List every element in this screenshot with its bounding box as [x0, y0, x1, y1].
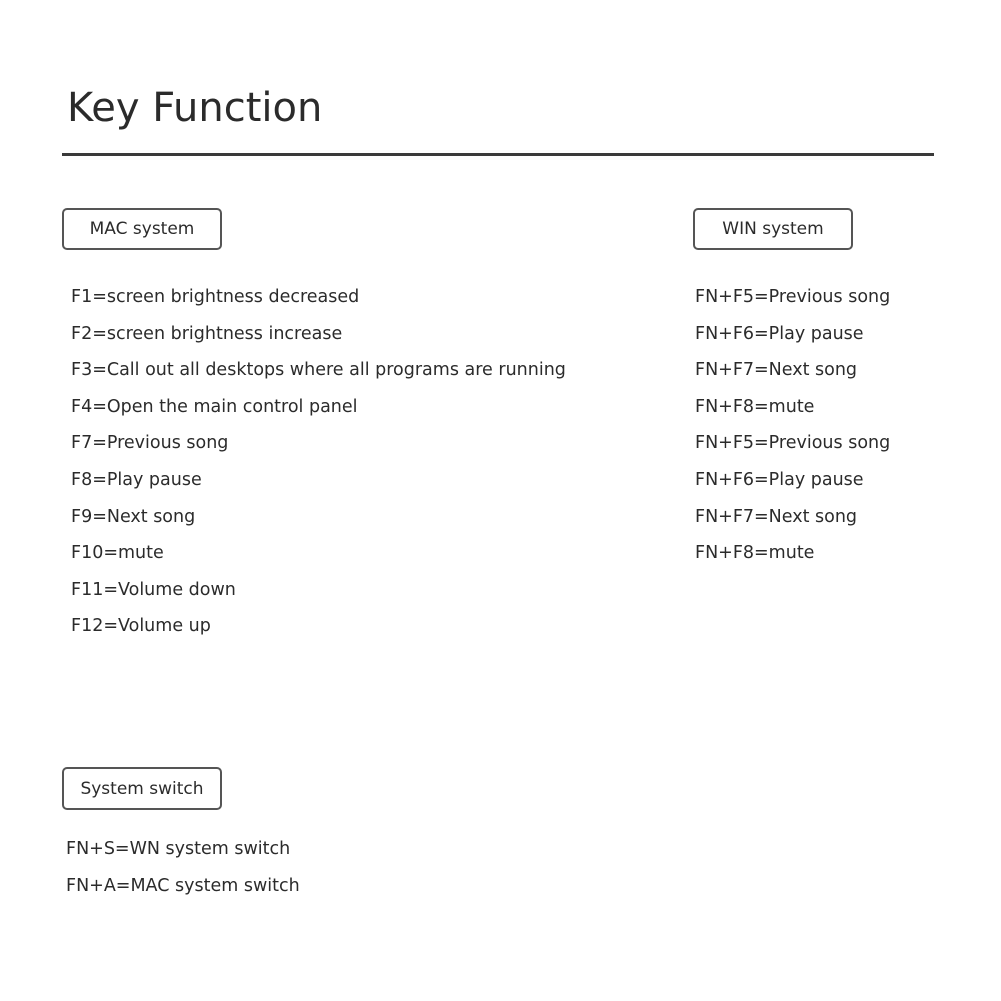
- mac-key-list: [71, 279, 566, 645]
- page-title: Key Function: [67, 85, 323, 131]
- win-system-label: WIN system: [693, 208, 853, 250]
- system-switch-label: System switch: [62, 767, 222, 810]
- mac-key-item: F3=Call out all desktops where all programs are running: [71, 360, 566, 381]
- win-key-item: FN+F7=Next song: [695, 506, 858, 527]
- title-divider: [62, 153, 934, 156]
- win-key-item: FN+F7=Next song: [695, 360, 858, 381]
- mac-key-item: F8=Play pause: [71, 469, 202, 490]
- mac-key-item: F9=Next song: [71, 506, 196, 527]
- win-key-item: FN+F6=Play pause: [695, 323, 864, 344]
- win-key-item: FN+F6=Play pause: [695, 469, 864, 490]
- mac-system-label: MAC system: [62, 208, 222, 250]
- switch-key-item: FN+S=WN system switch: [66, 839, 291, 859]
- win-key-list: [695, 279, 890, 572]
- mac-key-item: F11=Volume down: [71, 579, 236, 600]
- switch-key-item: FN+A=MAC system switch: [66, 875, 300, 896]
- mac-key-item: F12=Volume up: [71, 616, 211, 637]
- mac-key-item: F10=mute: [71, 543, 164, 564]
- mac-key-item: F7=Previous song: [71, 433, 229, 454]
- win-key-item: FN+F5=Previous song: [695, 287, 891, 307]
- mac-key-item: F1=screen brightness decreased: [71, 287, 360, 307]
- mac-key-item: F4=Open the main control panel: [71, 396, 358, 417]
- win-key-item: FN+F8=mute: [695, 543, 815, 564]
- win-key-item: FN+F5=Previous song: [695, 433, 891, 454]
- mac-key-item: F2=screen brightness increase: [71, 323, 343, 344]
- switch-key-list: [66, 831, 300, 904]
- win-key-item: FN+F8=mute: [695, 396, 815, 417]
